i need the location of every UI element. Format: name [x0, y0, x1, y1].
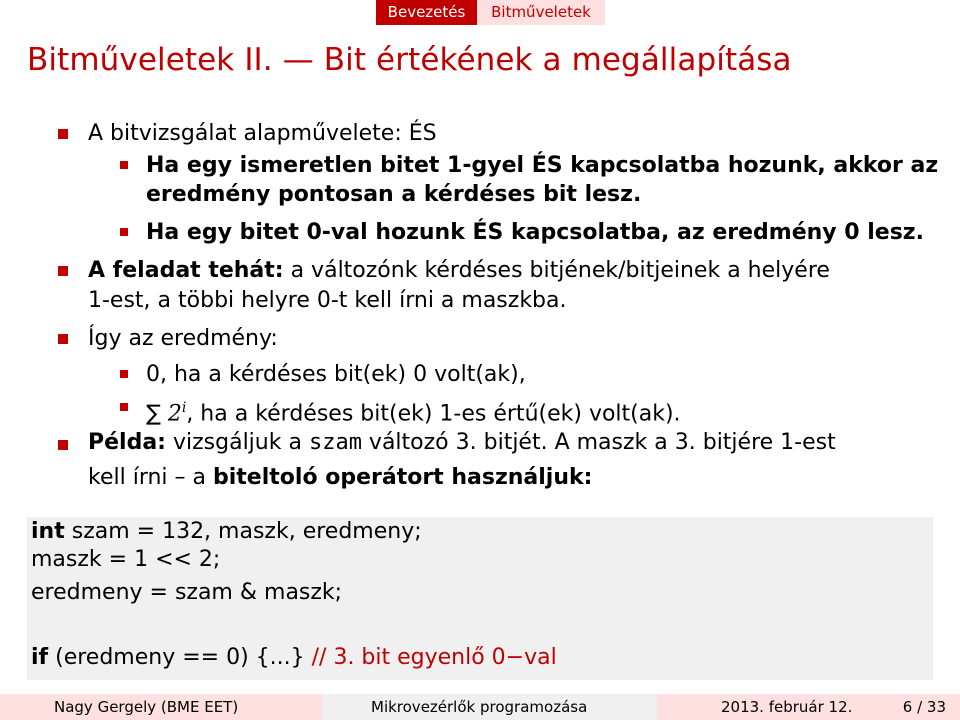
code-keyword-if: if [31, 645, 49, 670]
bullet-marker [58, 440, 68, 450]
sum-text: , ha a kérdéses bit(ek) 1-es értű(ek) volt(ak). [186, 401, 681, 427]
code-line-1-rest: szam = 132, maszk, eredmeny; [64, 519, 422, 544]
footer-page-number: 6 / 33 [902, 698, 946, 716]
code-comment: // 3. bit egyenlő 0−val [311, 645, 557, 670]
bullet-pelda-line2 [88, 464, 592, 492]
footer-author-box [0, 694, 322, 720]
bullet-bitvizsgalat: A bitvizsgálat alapművelete: ÉS [88, 121, 437, 146]
nav-section-bevezetes[interactable]: Bevezetés [376, 0, 477, 25]
pelda-code-var: szam [308, 430, 362, 455]
bullet-feladat-line1 [88, 257, 830, 285]
pelda-label: Példa: [88, 430, 166, 455]
sub-bullet-marker [120, 370, 128, 378]
sub-bullet-0val: Ha egy bitet 0-val hozunk ÉS kapcsolatba, az eredmény 0 lesz. [146, 220, 924, 245]
sub-bullet-marker [120, 161, 128, 169]
code-line-4 [31, 644, 557, 672]
footer-author: Nagy Gergely (BME EET) [54, 698, 239, 716]
sub-bullet-marker [120, 228, 128, 236]
bullet-pelda-line1 [88, 429, 836, 457]
footer-course: Mikrovezérlők programozása [371, 698, 588, 716]
sub-bullet-marker [120, 403, 128, 411]
feladat-text: a változónk kérdéses bitjének/bitjeinek a helyére [283, 258, 830, 283]
slide-title: Bitműveletek II. — Bit értékének a megállapítása [27, 42, 792, 78]
code-line-1 [31, 518, 422, 546]
top-navigation [0, 0, 960, 25]
bullet-eredmeny: Így az eredmény: [88, 326, 278, 351]
bullet-feladat-line2: 1-est, a többi helyre 0-t kell írni a maszkba. [88, 288, 567, 313]
power-exponent: i [181, 400, 187, 416]
sub-bullet-sum [146, 394, 681, 428]
pelda-text: vizsgáljuk a [165, 430, 309, 455]
code-line-3: eredmeny = szam & maszk; [31, 580, 343, 605]
footer [0, 694, 960, 720]
nav-section-bitmuveletek[interactable]: Bitműveletek [477, 0, 605, 25]
power-base: 2 [167, 401, 182, 427]
pelda-line2-bold: biteltoló operátort használjuk: [213, 465, 593, 490]
bullet-marker [58, 266, 68, 276]
code-keyword-int: int [31, 519, 65, 544]
feladat-label: A feladat tehát: [88, 258, 284, 283]
footer-date-box [657, 694, 960, 720]
sub-bullet-zero: 0, ha a kérdéses bit(ek) 0 volt(ak), [146, 362, 526, 387]
code-line-2: maszk = 1 << 2; [31, 547, 221, 572]
bullet-marker [58, 334, 68, 344]
sub-bullet-1gyel-line1: Ha egy ismeretlen bitet 1-gyel ÉS kapcsolatba hozunk, akkor az [146, 153, 939, 178]
footer-course-box [322, 694, 657, 720]
pelda-text-2: változó 3. bitjét. A maszk a 3. bitjére 1-est [361, 430, 836, 455]
pelda-line2-text: kell írni – a [88, 465, 213, 490]
sum-symbol: ∑ [146, 401, 161, 427]
sub-bullet-1gyel-line2: eredmény pontosan a kérdéses bit lesz. [146, 182, 642, 207]
code-line-4-rest: (eredmeny == 0) {...} [48, 645, 312, 670]
bullet-marker [58, 129, 68, 139]
footer-date: 2013. február 12. [721, 698, 853, 716]
code-block [27, 517, 933, 680]
